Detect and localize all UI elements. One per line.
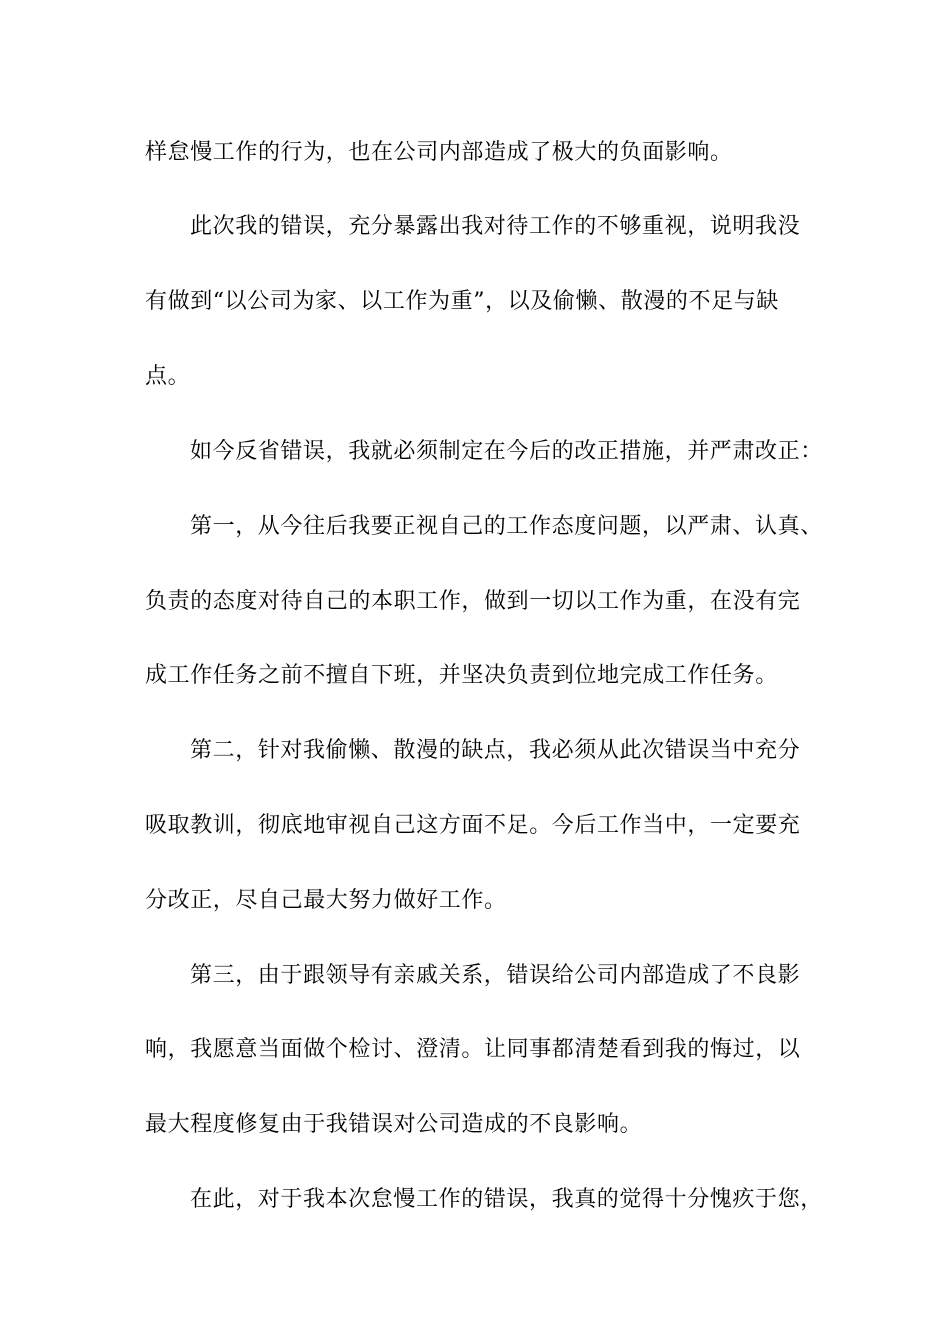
text-line: 样怠慢工作的行为，也在公司内部造成了极大的负面影响。: [145, 140, 733, 165]
text-line: 点。: [145, 364, 191, 389]
paragraph-first-line: 第一，从今往后我要正视自己的工作态度问题，以严肃、认真、: [190, 514, 823, 539]
text-line: 负责的态度对待自己的本职工作，做到一切以工作为重，在没有完: [145, 589, 801, 614]
text-line: 成工作任务之前不擅自下班，并坚决负责到位地完成工作任务。: [145, 663, 778, 688]
text-line: 有做到“以公司为家、以工作为重”，以及偷懒、散漫的不足与缺: [145, 289, 779, 314]
text-line: 吸取教训，彻底地审视自己这方面不足。今后工作当中，一定要充: [145, 813, 801, 838]
text-line: 最大程度修复由于我错误对公司造成的不良影响。: [145, 1112, 643, 1137]
paragraph-first-line: 在此，对于我本次怠慢工作的错误，我真的觉得十分愧疚于您，: [190, 1187, 823, 1212]
paragraph-first-line: 此次我的错误，充分暴露出我对待工作的不够重视，说明我没: [190, 214, 801, 239]
paragraph-first-line: 第三，由于跟领导有亲戚关系，错误给公司内部造成了不良影: [190, 963, 801, 988]
paragraph-first-line: 如今反省错误，我就必须制定在今后的改正措施，并严肃改正：: [190, 439, 823, 464]
paragraph-first-line: 第二，针对我偷懒、散漫的缺点，我必须从此次错误当中充分: [190, 738, 801, 763]
text-line: 响，我愿意当面做个检讨、澄清。让同事都清楚看到我的悔过，以: [145, 1037, 801, 1062]
text-line: 分改正，尽自己最大努力做好工作。: [145, 888, 507, 913]
